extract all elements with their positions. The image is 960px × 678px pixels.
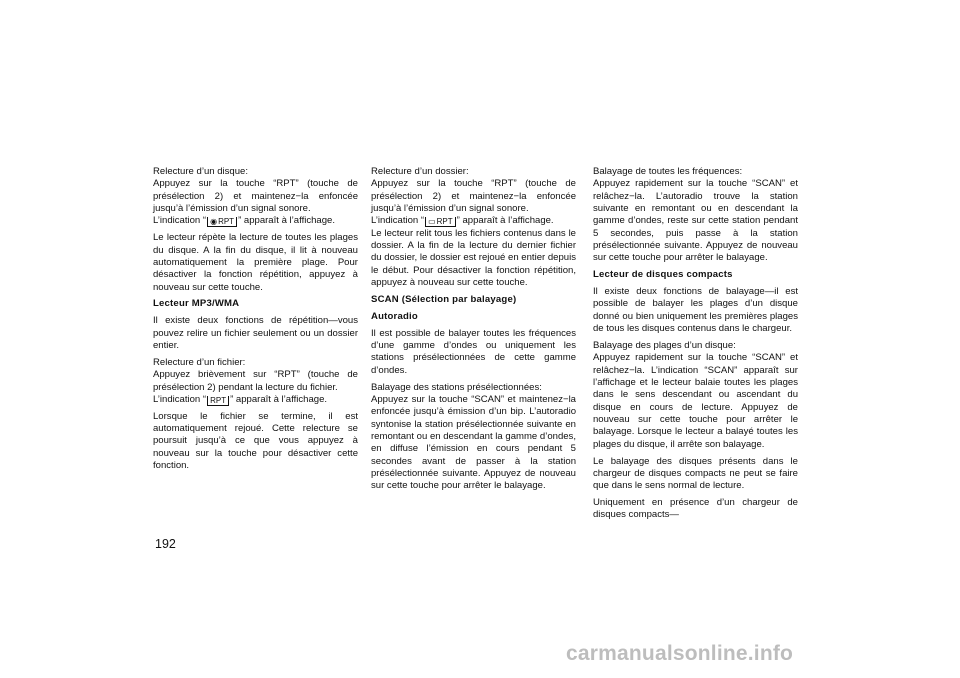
disc-icon: ◉ (210, 217, 218, 227)
folder-icon: ▭ (428, 217, 436, 227)
paragraph-disc-repeat-title: Relecture d’un disque: (153, 166, 248, 177)
paragraph-cd-scan-intro: Il existe deux fonctions de balayage—il est possible de balayer les plages d’un disque donné ou bien uniquement les premières plages de tous les disques contenus dans le chargeur. (593, 286, 798, 335)
rpt-label: RPT (218, 217, 235, 227)
paragraph-disc-repeat-body: Appuyez sur la touche “RPT” (touche de présélection 2) et maintenez−la enfoncée jusqu’à l’émission d’un signal sonore. (153, 178, 358, 215)
page-number: 192 (155, 537, 176, 551)
paragraph-folder-repeat-explain: Le lecteur relit tous les fichiers contenus dans le dossier. A la fin de la lecture du dernier fichier du dossier, le dossier est rejoué en entier depuis le début. Pour désactiver la fonction répétition, appuyez à nouveau sur cette touche. (371, 227, 576, 289)
paragraph-folder-repeat-title: Relecture d’un dossier: (371, 166, 469, 177)
indication-suffix: ” apparaît à l’affichage. (230, 393, 328, 405)
heading-autoradio: Autoradio (371, 310, 418, 322)
paragraph-mp3-repeat-intro: Il existe deux fonctions de répétition—vous pouvez relire un fichier seulement ou un dossier entier. (153, 315, 358, 351)
rpt-label: RPT (210, 395, 227, 405)
paragraph-disc-repeat-indication (153, 215, 358, 227)
rpt-file-indicator (207, 396, 229, 406)
indication-suffix: ” apparaît à l’affichage. (456, 215, 554, 227)
paragraph-scan-intro: Il est possible de balayer toutes les fréquences d’une gamme d’ondes ou uniquement les stations présélectionnées de cette gamme d’ondes. (371, 327, 576, 376)
column-1 (153, 166, 358, 477)
paragraph-preset-scan-body: Appuyez sur la touche “SCAN” et maintenez−la enfoncée jusqu’à émission d’un bip. L’autoradio syntonise la station présélectionnée suivante en remontant ou en descendant la gamme d’ondes, en diffuse l’émission en cours pendant 5 secondes avant de passer à la station présélectionnée suivante. Appuyez de nouveau sur cette touche pour arrêter le balayage. (371, 393, 576, 492)
paragraph-changer-scan-note: Le balayage des disques présents dans le chargeur de disques compacts ne peut se faire que dans le sens normal de lecture. (593, 455, 798, 492)
paragraph-file-repeat-title: Relecture d’un fichier: (153, 356, 246, 368)
indication-prefix: L’indication “ (153, 215, 207, 227)
paragraph-track-scan-title: Balayage des plages d’un disque: (593, 339, 736, 351)
paragraph-file-repeat-body: Appuyez brièvement sur “RPT” (touche de présélection 2) pendant la lecture du fichier. (153, 369, 358, 393)
column-3 (593, 166, 798, 526)
paragraph-all-freq-scan-title: Balayage de toutes les fréquences: (593, 166, 743, 177)
paragraph-all-freq-scan-body: Appuyez rapidement sur la touche “SCAN” et relâchez−la. L’autoradio trouve la station suivante en remontant ou en descendant la gamme d’ondes, reste sur cette station pendant 5 secondes, puis passe à la station présélectionnée suivante. Appuyez de nouveau sur cette touche pour arrêter le balayage. (593, 178, 798, 264)
paragraph-changer-only: Uniquement en présence d’un chargeur de disques compacts— (593, 497, 798, 521)
heading-cd-player: Lecteur de disques compacts (593, 269, 733, 281)
paragraph-disc-repeat-explain: Le lecteur répète la lecture de toutes les plages du disque. A la fin du disque, il lit à nouveau automatiquement la première plage. Pour désactiver la fonction répétition, appuyez à nouveau sur cette touche. (153, 232, 358, 293)
heading-mp3-wma: Lecteur MP3/WMA (153, 298, 240, 310)
rpt-label: RPT (436, 217, 453, 227)
rpt-folder-indicator (425, 217, 456, 227)
heading-scan: SCAN (Sélection par balayage) (371, 293, 517, 305)
paragraph-file-repeat-indication (153, 394, 358, 406)
indication-suffix: ” apparaît à l’affichage. (238, 215, 336, 227)
column-2 (371, 166, 576, 497)
paragraph-preset-scan-title: Balayage des stations présélectionnées: (371, 381, 542, 393)
paragraph-folder-repeat-indication (371, 215, 576, 227)
paragraph-folder-repeat-body: Appuyez sur la touche “RPT” (touche de présélection 2) et maintenez−la enfoncée jusqu’à l’émission d’un signal sonore. (371, 178, 576, 215)
indication-prefix: L’indication “ (153, 393, 207, 405)
paragraph-file-repeat-explain: Lorsque le fichier se termine, il est automatiquement rejoué. Cette relecture se poursuit jusqu’à ce que vous appuyez à nouveau sur la touche pour désactiver cette fonction. (153, 410, 358, 472)
watermark: carmanualsonline.info (566, 642, 794, 665)
paragraph-track-scan-body: Appuyez rapidement sur la touche “SCAN” et relâchez−la. L’indication “SCAN” apparaît sur l’affichage et le lecteur balaie toutes les plages dans le sens descendant ou ascendant du disque en cours de lecture. Appuyez de nouveau sur cette touche pour arrêter le balayage. Lorsque le lecteur a balayé toutes les plages du disque, il arrête son balayage. (593, 352, 798, 450)
rpt-disc-indicator (207, 217, 237, 227)
indication-prefix: L’indication “ (371, 215, 425, 227)
